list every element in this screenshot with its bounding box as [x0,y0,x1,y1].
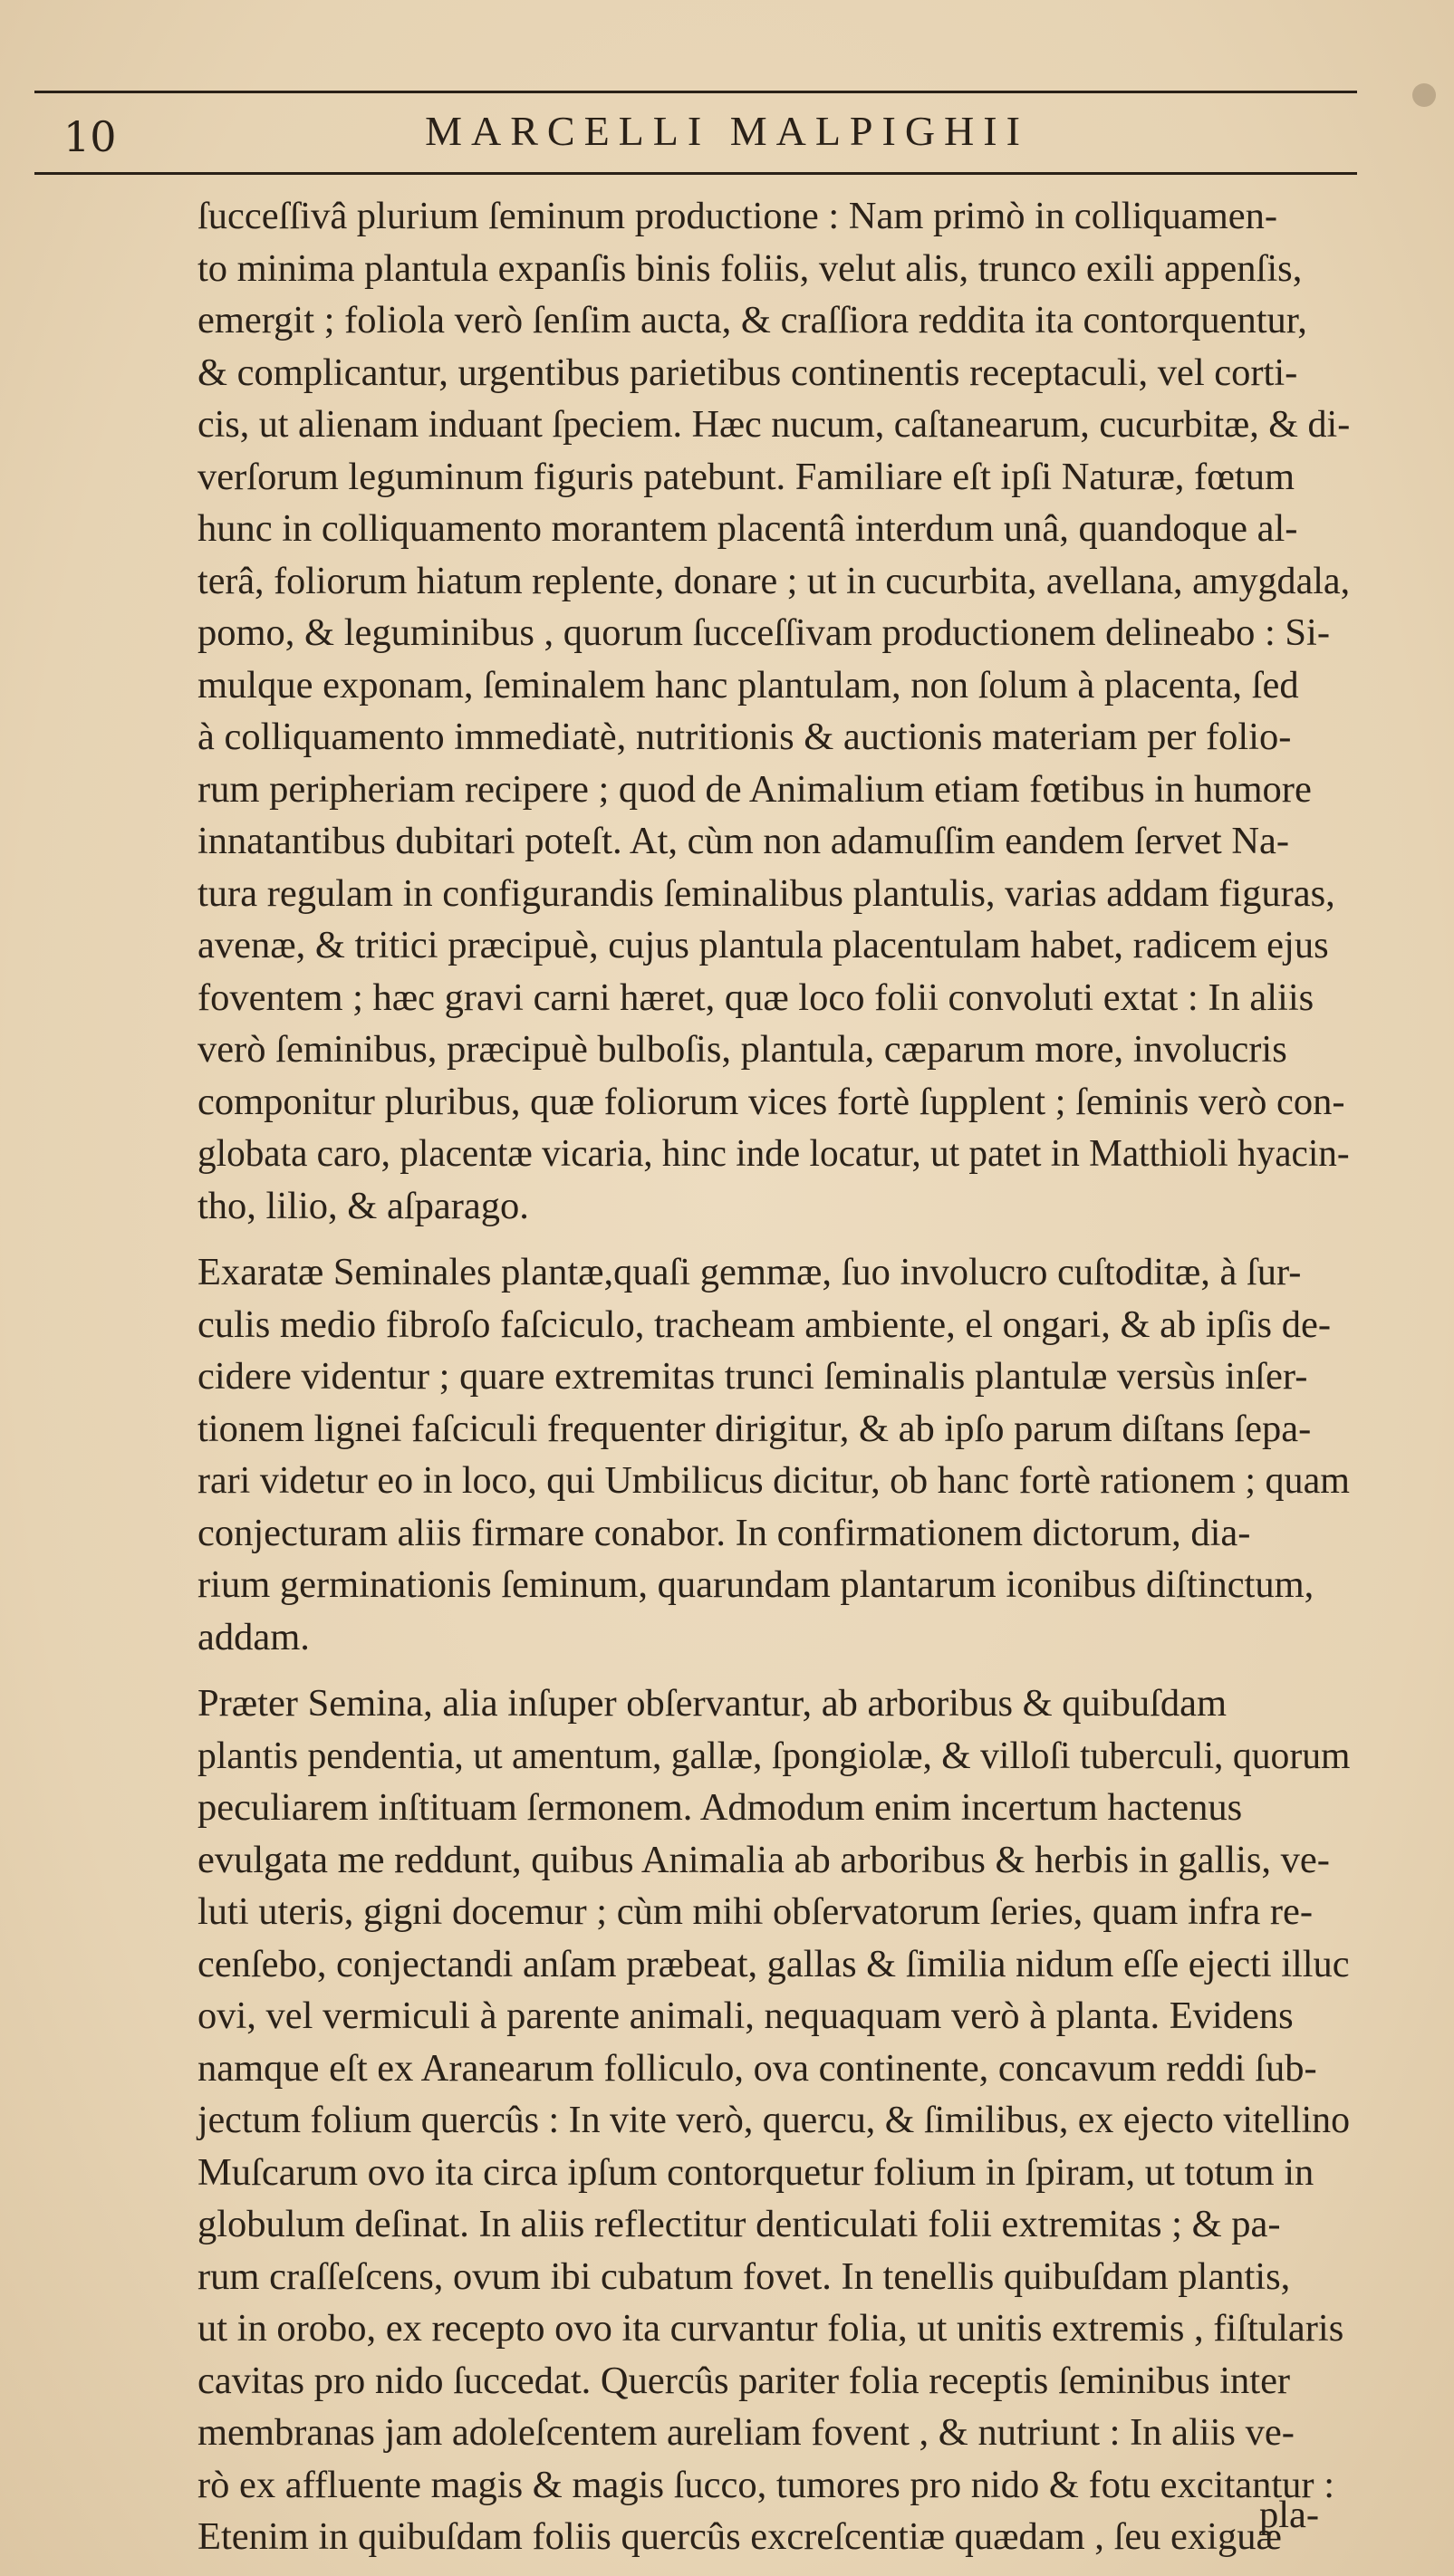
text-line: foventem ; hæc gravi carni hæret, quæ loco folii convoluti extat : In aliis [197,976,1314,1019]
text-line: addam. [197,1615,310,1658]
paragraph [197,1246,1350,1663]
text-line: tionem lignei faſciculi frequenter dirigitur, & ab ipſo parum diſtans ſepa- [197,1407,1312,1450]
text-line: cenſebo, conjectandi anſam præbeat, gallas & ſimilia nidum eſſe ejecti illuc [197,1942,1350,1985]
text-line: globata caro, placentæ vicaria, hinc inde locatur, ut patet in Matthioli hyacin- [197,1132,1350,1175]
text-line: tho, lilio, & aſparago. [197,1184,529,1227]
text-line: pomo, & leguminibus , quorum ſucceſſivam productionem delineabo : Si- [197,611,1330,654]
text-line: verſorum leguminum figuris patebunt. Familiare eſt ipſi Naturæ, fœtum [197,455,1295,498]
text-line: jectum folium quercûs : In vite verò, quercu, & ſimilibus, ex ejecto vitellino [197,2099,1351,2141]
text-line: & complicantur, urgentibus parietibus continentis receptaculi, vel corti- [197,351,1298,394]
text-line: conjecturam aliis firmare conabor. In confirmationem dictorum, dia- [197,1511,1251,1554]
text-line: rò ex affluente magis & magis ſucco, tumores pro nido & fotu excitantur : [197,2463,1335,2506]
header-rule-top [34,91,1357,93]
catchword: pla- [1259,2494,1320,2536]
header-rule-bottom [34,172,1357,175]
text-line: tura regulam in configurandis ſeminalibus plantulis, varias addam figuras, [197,871,1335,915]
text-line: globulum deſinat. In aliis reflectitur denticulati folii extremitas ; & pa- [197,2203,1281,2245]
text-line: Muſcarum ovo ita circa ipſum contorquetur folium in ſpiram, ut totum in [197,2150,1314,2194]
text-line: avenæ, & tritici præcipuè, cujus plantula placentulam habet, radicem ejus [197,924,1329,966]
paragraph [197,1677,1350,2563]
paragraph [197,190,1350,1232]
text-line: à colliquamento immediatè, nutritionis & auctionis materiam per folio- [197,716,1292,758]
body-text [197,190,1350,2563]
text-line: terâ, foliorum hiatum replente, donare ; ut in cucurbita, avellana, amygdala, [197,559,1351,602]
text-line: ut in orobo, ex recepto ovo ita curvantur folia, ut unitis extremis , fiſtularis [197,2307,1344,2350]
text-line: luti uteris, gigni docemur ; cùm mihi obſervatorum ſeries, quam infra re- [197,1890,1313,1933]
text-line: peculiarem inſtituam ſermonem. Admodum enim incertum hactenus [197,1786,1243,1829]
text-line: Præter Semina, alia inſuper obſervantur, ab arboribus & quibuſdam [197,1682,1228,1725]
text-line: verò ſeminibus, præcipuè bulboſis, plantula, cæparum more, involucris [197,1028,1287,1071]
text-line: hunc in colliquamento morantem placentâ interdum unâ, quandoque al- [197,507,1298,550]
paragraph-gap [197,1232,1350,1246]
text-line: namque eſt ex Aranearum folliculo, ova continente, concavum reddi ſub- [197,2046,1317,2090]
text-line: rum peripheriam recipere ; quod de Animalium etiam fœtibus in humore [197,767,1312,811]
text-line: to minima plantula expanſis binis foliis, velut alis, trunco exili appenſis, [197,246,1303,290]
text-line: cidere videntur ; quare extremitas trunci ſeminalis plantulæ versùs inſer- [197,1355,1308,1398]
text-line: rari videtur eo in loco, qui Umbilicus dicitur, ob hanc fortè rationem ; quam [197,1459,1350,1502]
text-line: cavitas pro nido ſuccedat. Quercûs pariter folia receptis ſeminibus inter [197,2359,1291,2402]
paragraph-gap [197,1663,1350,1677]
text-line: ſucceſſivâ plurium ſeminum productione : Nam primò in colliquamen- [197,195,1278,237]
text-line: emergit ; foliola verò ſenſim aucta, & craſſiora reddita ita contorquentur, [197,299,1307,341]
text-line: evulgata me reddunt, quibus Animalia ab arboribus & herbis in gallis, ve- [197,1838,1330,1881]
text-line: mulque exponam, ſeminalem hanc plantulam, non ſolum à placenta, ſed [197,663,1299,706]
text-line: ovi, vel vermiculi à parente animali, nequaquam verò à planta. Evidens [197,1994,1294,2037]
text-line: Etenim in quibuſdam foliis quercûs excreſcentiæ quædam , ſeu exiguæ [197,2515,1282,2558]
text-line: plantis pendentia, ut amentum, gallæ, ſpongiolæ, & villoſi tuberculi, quorum [197,1734,1351,1777]
text-line: Exaratæ Seminales plantæ,quaſi gemmæ, ſuo involucro cuſtoditæ, à ſur- [197,1251,1302,1293]
text-line: culis medio fibroſo faſciculo, tracheam ambiente, el ongari, & ab ipſis de- [197,1302,1331,1346]
text-line: rium germinationis ſeminum, quarundam plantarum iconibus diſtinctum, [197,1563,1314,1606]
text-line: componitur pluribus, quæ foliorum vices fortè ſupplent ; ſeminis verò con- [197,1080,1345,1123]
text-line: cis, ut alienam induant ſpeciem. Hæc nucum, caſtanearum, cucurbitæ, & di- [197,403,1351,446]
text-line: rum craſſeſcens, ovum ibi cubatum fovet. In tenellis quibuſdam plantis, [197,2254,1291,2298]
text-line: membranas jam adoleſcentem aureliam fovent , & nutriunt : In aliis ve- [197,2411,1295,2454]
ink-blot [1412,83,1436,107]
page-number: 10 [63,112,117,161]
running-head: MARCELLI MALPIGHII [425,108,1029,154]
text-line: innatantibus dubitari poteſt. At, cùm non adamuſſim eandem ſervet Na- [197,820,1290,862]
